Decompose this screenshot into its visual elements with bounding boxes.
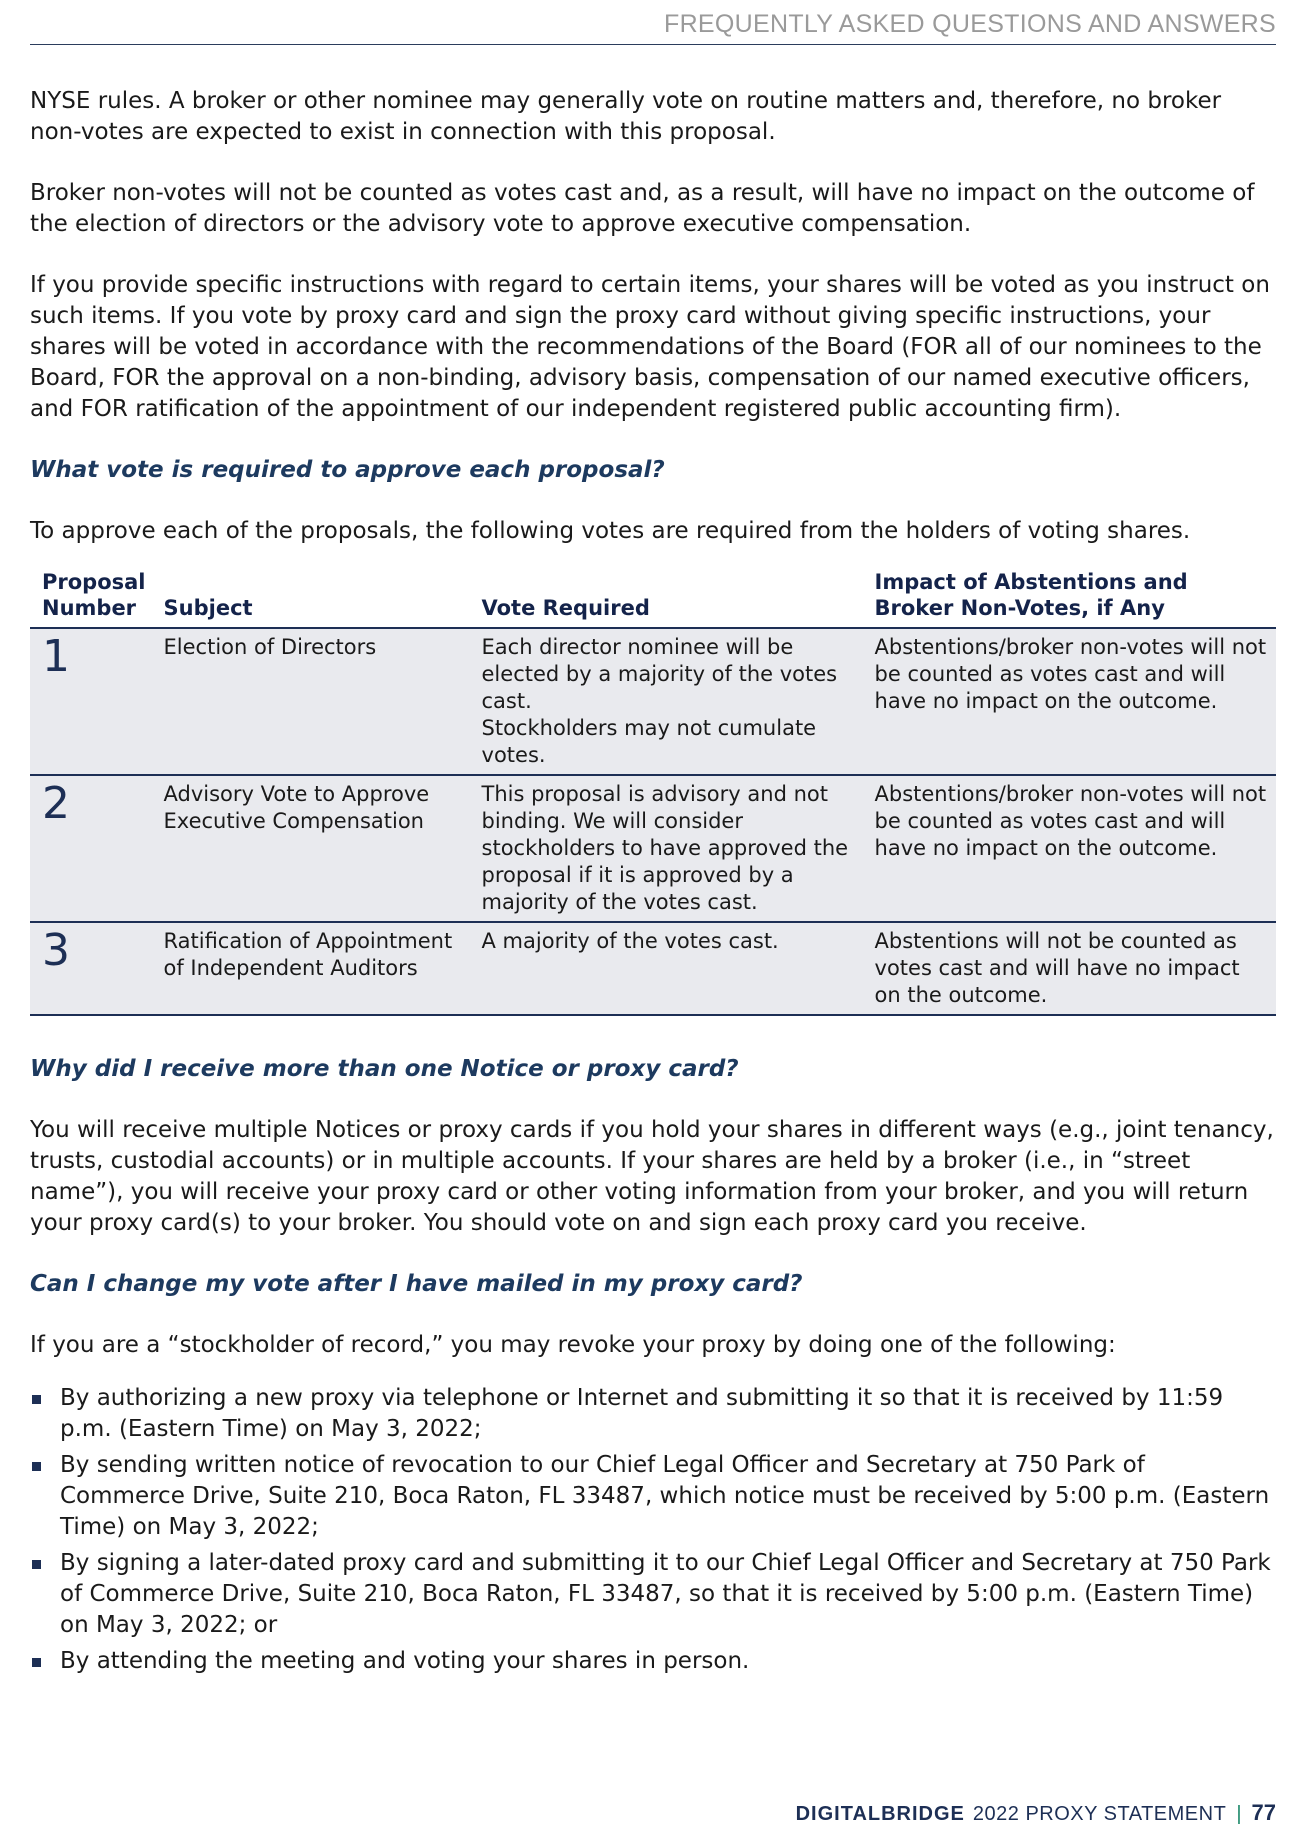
section-title: FREQUENTLY ASKED QUESTIONS AND ANSWERS (664, 10, 1276, 38)
column-header: Impact of Abstentions and Broker Non-Votes, if Any (863, 569, 1276, 628)
company-name: DIGITALBRIDGE (795, 1803, 965, 1825)
list-item (30, 1450, 1276, 1543)
table-header-row (30, 569, 1276, 628)
paragraph: NYSE rules. A broker or other nominee may generally vote on routine matters and, therefore, no broker non-votes are expected to exist in connection with this proposal. (30, 88, 1222, 145)
list-item-text: By signing a later-dated proxy card and submitting it to our Chief Legal Officer and Secretary at 750 Park of Commerce Drive, Suite 210, Boca Raton, FL 33487, so that it is received by 5:00 p.m. (Eastern Time) on May 3, 2022; or (60, 1550, 1271, 1638)
paragraph: If you provide specific instructions with regard to certain items, your shares will be voted as you instruct on such items. If you vote by proxy card and sign the proxy card without giving specific instructions, your shares will be voted in accordance with the recommendations of the Board (FOR all of our nominees to the Board, FOR the approval on a non-binding, advisory basis, compensation of our named executive officers, and FOR ratification of the appointment of our independent registered public accounting firm). (30, 272, 1270, 422)
abstention-impact: Abstentions will not be counted as votes cast and will have no impact on the outcome. (863, 922, 1276, 1015)
vote-requirements-table (30, 569, 1276, 1016)
vote-required: This proposal is advisory and not binding. We will consider stockholders to have approved the proposal if it is approved by a majority of the votes cast. (470, 775, 863, 922)
vote-required: A majority of the votes cast. (470, 922, 863, 1015)
list-item-text: By authorizing a new proxy via telephone or Internet and submitting it so that it is received by 11:59 p.m. (Eastern Time) on May 3, 2022; (60, 1385, 1224, 1442)
table-row (30, 628, 1276, 775)
proposal-subject: Ratification of Appointment of Independent Auditors (152, 922, 470, 1015)
abstention-impact: Abstentions/broker non-votes will not be counted as votes cast and will have no impact on the outcome. (863, 775, 1276, 922)
list-item-text: By sending written notice of revocation to our Chief Legal Officer and Secretary at 750 Park of Commerce Drive, Suite 210, Boca Raton, FL 33487, which notice must be received by 5:00 p.m. (Eastern Time) on May 3, 2022; (60, 1452, 1270, 1540)
proposal-number: 2 (30, 775, 152, 922)
proposal-number: 3 (30, 922, 152, 1015)
proposal-subject: Advisory Vote to Approve Executive Compensation (152, 775, 470, 922)
paragraph: You will receive multiple Notices or proxy cards if you hold your shares in different ways (e.g., joint tenancy, trusts, custodial accounts) or in multiple accounts. If your shares are held by a broker (i.e., in “street name”), you will receive your proxy card or other voting information from your broker, and you will return your proxy card(s) to your broker. You should vote on and sign each proxy card you receive. (30, 1117, 1274, 1236)
proposal-number: 1 (30, 628, 152, 775)
abstention-impact: Abstentions/broker non-votes will not be counted as votes cast and will have no impact on the outcome. (863, 628, 1276, 775)
question-heading: Can I change my vote after I have mailed in my proxy card? (30, 1271, 803, 1297)
list-item (30, 1548, 1276, 1641)
document-title: 2022 PROXY STATEMENT (972, 1803, 1227, 1825)
paragraph: Broker non-votes will not be counted as votes cast and, as a result, will have no impact on the outcome of the election of directors or the advisory vote to approve executive compensation. (30, 180, 1255, 237)
page-number: 77 (1251, 1800, 1276, 1825)
paragraph: If you are a “stockholder of record,” you may revoke your proxy by doing one of the following: (30, 1332, 1116, 1358)
column-header: Proposal Number (30, 569, 152, 628)
vote-required: Each director nominee will be elected by a majority of the votes cast. Stockholders may not cumulate votes. (470, 628, 863, 775)
page-header (30, 0, 1276, 45)
column-header: Subject (152, 569, 470, 628)
proposal-subject: Election of Directors (152, 628, 470, 775)
table-row (30, 775, 1276, 922)
main-content (30, 86, 1276, 1682)
bullet-square-icon (32, 1560, 41, 1569)
page-footer (796, 1800, 1276, 1834)
bullet-square-icon (32, 1658, 41, 1667)
bullet-square-icon (32, 1462, 41, 1471)
table-row (30, 922, 1276, 1015)
list-item-text: By attending the meeting and voting your shares in person. (60, 1648, 750, 1674)
footer-separator: | (1236, 1803, 1242, 1825)
question-heading: Why did I receive more than one Notice or proxy card? (30, 1056, 739, 1082)
question-heading: What vote is required to approve each proposal? (30, 457, 665, 483)
list-item (30, 1383, 1276, 1445)
list-item (30, 1646, 1276, 1677)
revocation-options-list (30, 1383, 1276, 1677)
bullet-square-icon (32, 1395, 41, 1404)
column-header: Vote Required (470, 569, 863, 628)
paragraph: To approve each of the proposals, the following votes are required from the holders of voting shares. (30, 518, 1191, 544)
